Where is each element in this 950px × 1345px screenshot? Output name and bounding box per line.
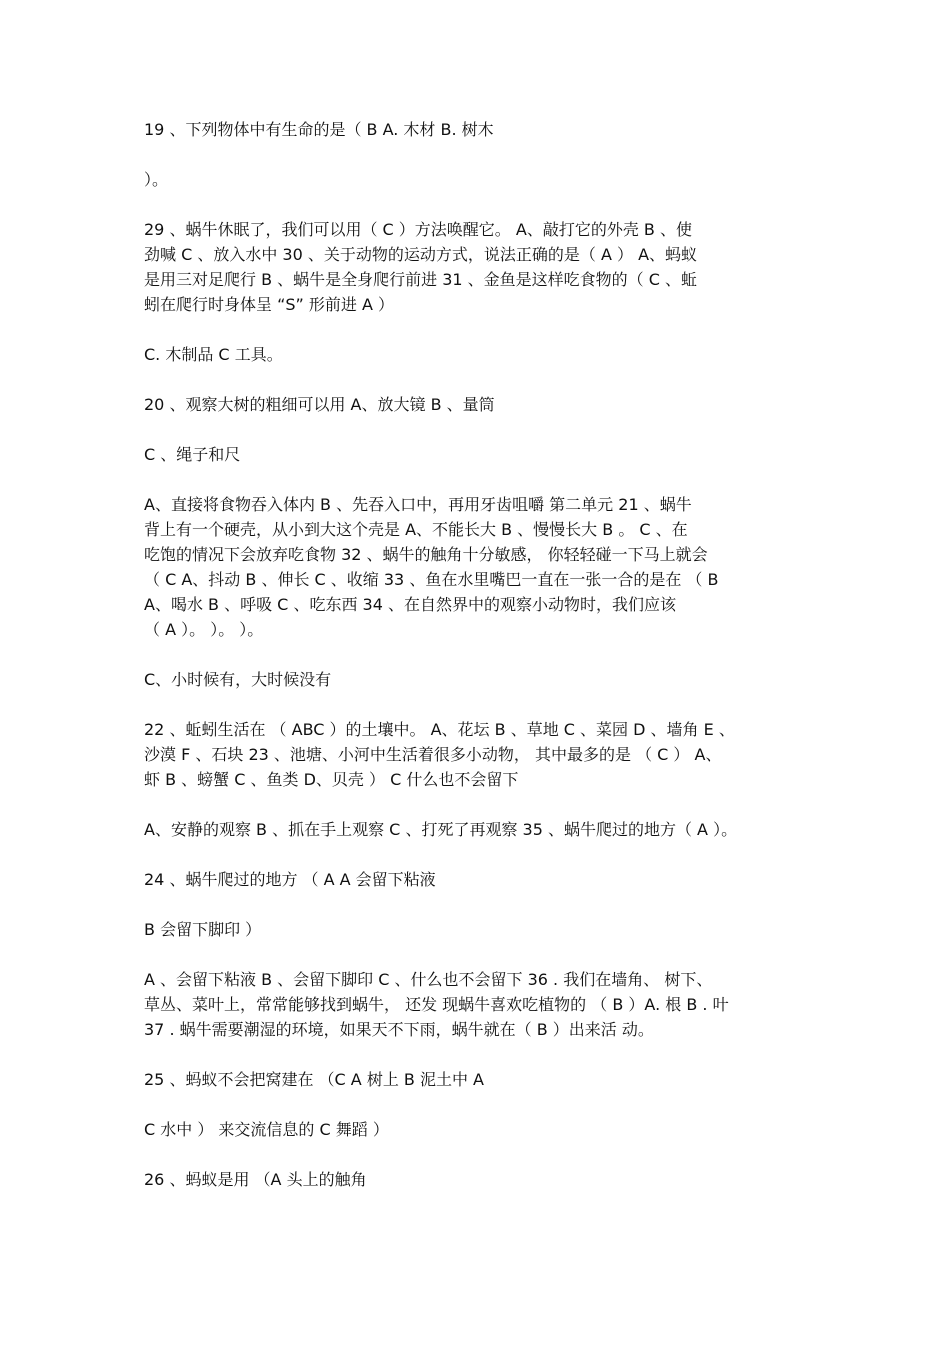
question-25 <box>144 1067 810 1092</box>
answer-options-c <box>144 342 810 367</box>
text-line: 37 . 蜗牛需要潮湿的环境，如果天不下雨，蜗牛就在（ B ）出来活 动。 <box>144 1020 654 1039</box>
text-line: B 会留下脚印 ） <box>144 920 262 939</box>
text-line: C 、绳子和尺 <box>144 445 241 464</box>
answer-option-c-small <box>144 667 810 692</box>
question-22-23 <box>144 717 810 792</box>
text-line: 虾 B 、螃蟹 C 、鱼类 D、贝壳 ） C 什么也不会留下 <box>144 770 519 789</box>
question-29-30-31 <box>144 217 810 317</box>
text-line: C 水中 ） 来交流信息的 C 舞蹈 ） <box>144 1120 389 1139</box>
question-35 <box>144 817 810 842</box>
question-36-37 <box>144 967 810 1042</box>
text-line: A、安静的观察 B 、抓在手上观察 C 、打死了再观察 35 、蜗牛爬过的地方（ A ）。 <box>144 820 738 839</box>
text-line: （ C A、抖动 B 、伸长 C 、收缩 33 、鱼在水里嘴巴一直在一张一合的是在 （ B <box>144 570 719 589</box>
text-line: 草丛、菜叶上，常常能够找到蜗牛， 还发 现蜗牛喜欢吃植物的 （ B ）A. 根 B . 叶 <box>144 995 729 1014</box>
text-line: 19 、下列物体中有生命的是（ B A. 木材 B. 树木 <box>144 120 494 139</box>
question-20-option-c <box>144 442 810 467</box>
question-24-option-b <box>144 917 810 942</box>
text-line: 26 、蚂蚁是用 （A 头上的触角 <box>144 1170 367 1189</box>
text-line: 劲喊 C 、放入水中 30 、关于动物的运动方式，说法正确的是（ A ） A、蚂蚁 <box>144 245 698 264</box>
text-line: 29 、蜗牛休眠了，我们可以用（ C ）方法唤醒它。 A、敲打它的外壳 B 、使 <box>144 220 692 239</box>
text-line: 是用三对足爬行 B 、蜗牛是全身爬行前进 31 、金鱼是这样吃食物的（ C 、蚯 <box>144 270 698 289</box>
text-line: ）。 <box>144 170 169 189</box>
question-19-end <box>144 167 810 192</box>
text-line: A、喝水 B 、呼吸 C 、吃东西 34 、在自然界中的观察小动物时，我们应该 <box>144 595 676 614</box>
question-21-32-33-34 <box>144 492 810 642</box>
question-26 <box>144 1167 810 1192</box>
question-25-option-c <box>144 1117 810 1142</box>
text-line: A、直接将食物吞入体内 B 、先吞入口中，再用牙齿咀嚼 第二单元 21 、蜗牛 <box>144 495 692 514</box>
question-24 <box>144 867 810 892</box>
text-line: 22 、蚯蚓生活在 （ ABC ）的土壤中。 A、花坛 B 、草地 C 、菜园 D 、墙角 E 、 <box>144 720 735 739</box>
text-line: 吃饱的情况下会放弃吃食物 32 、蜗牛的触角十分敏感， 你轻轻碰一下马上就会 <box>144 545 708 564</box>
text-line: 沙漠 F 、石块 23 、池塘、小河中生活着很多小动物， 其中最多的是 （ C ） A、 <box>144 745 722 764</box>
text-line: 24 、蜗牛爬过的地方 （ A A 会留下粘液 <box>144 870 436 889</box>
question-19 <box>144 117 810 142</box>
text-line: （ A ）。 ）。 ）。 <box>144 620 264 639</box>
text-line: 20 、观察大树的粗细可以用 A、放大镜 B 、量筒 <box>144 395 495 414</box>
text-line: 25 、蚂蚁不会把窝建在 （C A 树上 B 泥土中 A <box>144 1070 485 1089</box>
text-line: 蚓在爬行时身体呈 “S” 形前进 A ） <box>144 295 395 314</box>
text-line: 背上有一个硬壳，从小到大这个壳是 A、不能长大 B 、慢慢长大 B 。 C 、在 <box>144 520 688 539</box>
text-line: A 、会留下粘液 B 、会留下脚印 C 、什么也不会留下 36 . 我们在墙角、 树下、 <box>144 970 713 989</box>
text-line: C、小时候有，大时候没有 <box>144 670 332 689</box>
text-line: C. 木制品 C 工具。 <box>144 345 283 364</box>
question-20 <box>144 392 810 417</box>
